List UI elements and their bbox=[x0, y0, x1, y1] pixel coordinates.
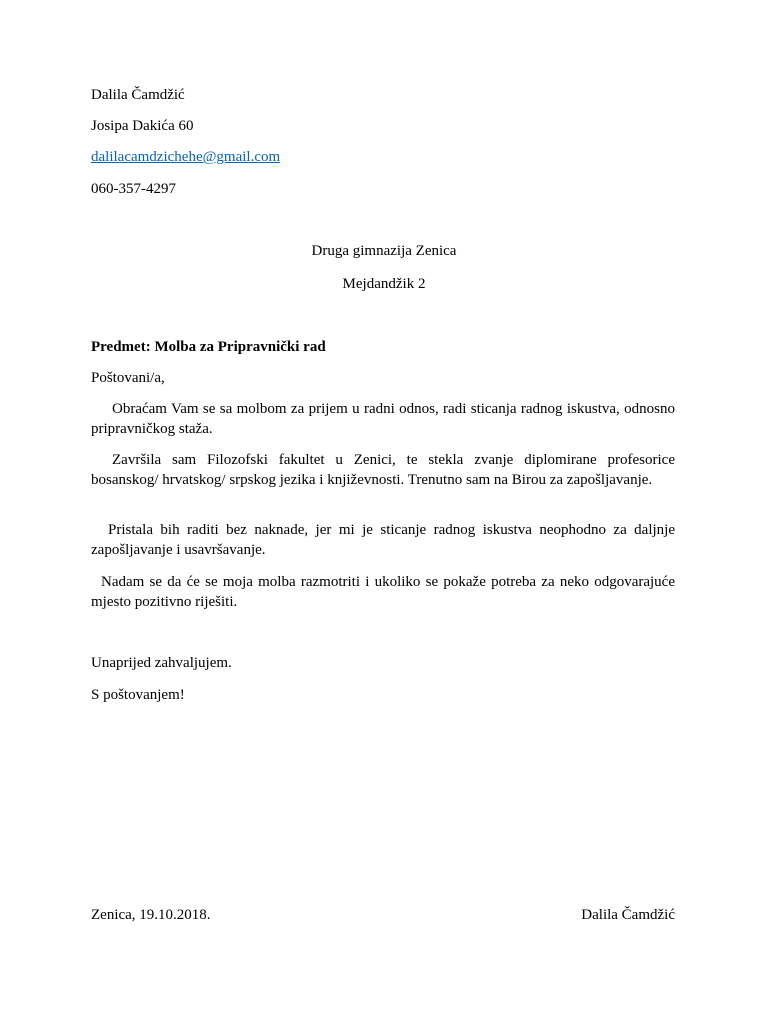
signature-name: Dalila Čamdžić bbox=[581, 907, 675, 923]
recipient-institution: Druga gimnazija Zenica bbox=[311, 243, 457, 259]
body-paragraph-4: Nadam se da će se moja molba razmotriti i ukoliko se pokaže potreba za neko odgovarajuće mjesto pozitivno riješiti. bbox=[91, 574, 675, 610]
body-paragraph-1: Obraćam Vam se sa molbom za prijem u radni odnos, radi sticanja radnog iskustva, odnosno pripravničkog staža. bbox=[91, 401, 675, 437]
sender-address: Josipa Dakića 60 bbox=[91, 118, 194, 134]
letter-thanks: Unaprijed zahvaljujem. bbox=[91, 655, 232, 671]
letter-subject: Predmet: Molba za Pripravnički rad bbox=[91, 339, 326, 355]
letter-salutation: Poštovani/a, bbox=[91, 370, 165, 386]
letter-closing: S poštovanjem! bbox=[91, 687, 185, 703]
sender-email-line bbox=[91, 148, 280, 166]
recipient-street: Mejdandžik 2 bbox=[342, 276, 426, 292]
place-and-date: Zenica, 19.10.2018. bbox=[91, 907, 211, 923]
body-paragraph-2: Završila sam Filozofski fakultet u Zenici, te stekla zvanje diplomirane profesorice bosanskog/ hrvatskog/ srpskog jezika i književnosti. Trenutno sam na Birou za zapošljavanje. bbox=[91, 452, 675, 488]
sender-phone: 060-357-4297 bbox=[91, 181, 176, 197]
body-paragraph-3: Pristala bih raditi bez naknade, jer mi je sticanje radnog iskustva neophodno za daljnje zapošljavanje i usavršavanje. bbox=[91, 522, 675, 558]
sender-name: Dalila Čamdžić bbox=[91, 87, 185, 103]
sender-email-link[interactable]: dalilacamdzichehe@gmail.com bbox=[91, 149, 281, 165]
